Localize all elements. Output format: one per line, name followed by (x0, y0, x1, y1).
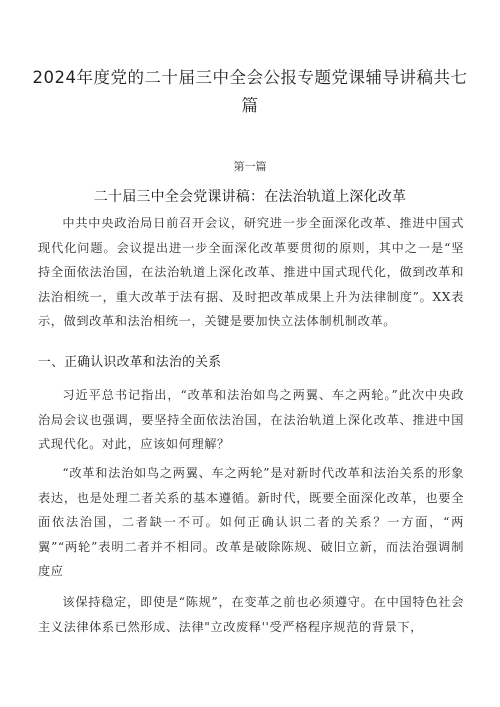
paragraph-2: 习近平总书记指出，“改革和法治如鸟之两翼、车之两轮。”此次中央政治局会议也强调，要坚持全面依法治国，在法治轨道上深化改革、推进中国式现代化。对此，应该如何理解？ (38, 388, 464, 451)
paragraph-3: “改革和法治如鸟之两翼、车之两轮”是对新时代改革和法治关系的形象表达，也是处理二者关系的基本遵循。新时代，既要全面深化改革，也要全面依法治国，二者缺一不可。如何正确认识二者的关系？一方面，“两翼”“两轮”表明二者并不相同。改革是破除陈规、破旧立新，而法治强调制度应 (38, 466, 464, 578)
article-title: 二十届三中全会党课讲稿：在法治轨道上深化改革 (93, 189, 407, 205)
document-title: 2024年度党的二十届三中全会公报专题党课辅导讲稿共七篇 (32, 68, 468, 115)
paragraph-4: 该保持稳定，即使是“陈规”，在变革之前也必须遵守。在中国特色社会主义法律体系已然形成、法律"立改废释''受严格程序规范的背景下， (38, 595, 464, 634)
paragraph-1: 中共中央政治局日前召开会议，研究进一步全面深化改革、推进中国式现代化问题。会议提出进一步全面深化改革要贯彻的原则，其中之一是“坚持全面依法治国，在法治轨道上深化改革、推进中国式现代化，做到改革和法治相统一，重大改革于法有据、及时把改革成果上升为法律制度”。XX表示，做到改革和法治相统一，关键是要加快立法体制机制改革。 (38, 216, 464, 328)
section-heading-1: 一、正确认识改革和法治的关系 (38, 355, 222, 370)
section-label: 第一篇 (233, 160, 267, 173)
